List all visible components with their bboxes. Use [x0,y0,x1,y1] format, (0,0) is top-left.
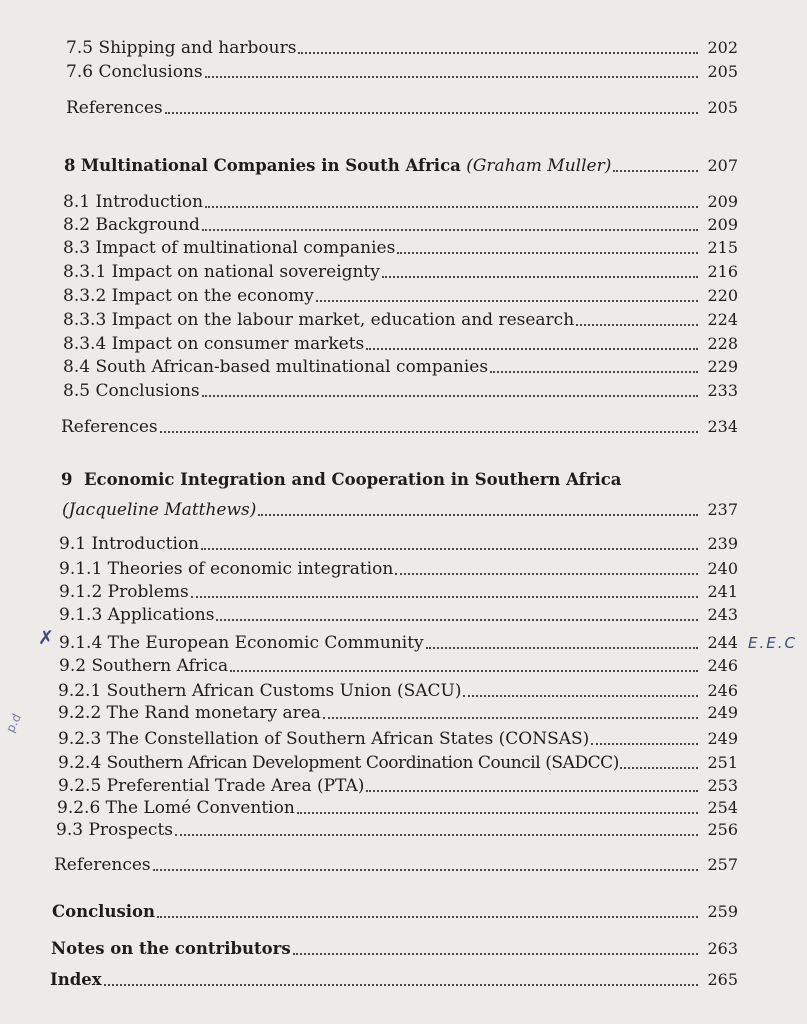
chapter-title: Multinational Companies in South Africa [80,156,461,175]
section-number: 8.2 [63,215,91,235]
section-number: 8.3.1 [63,262,107,282]
leader-dots [157,916,698,918]
toc-entry [63,234,738,258]
section-title: Notes on the contributors [51,939,291,958]
toc-entry [63,282,738,306]
toc-entry [59,578,738,602]
page-number: 246 [707,656,738,675]
toc-entry [59,601,738,625]
page-number: 216 [707,262,738,281]
toc-entry [50,966,738,990]
leader-dots [205,206,698,208]
toc-entry [66,34,738,58]
leader-dots [463,695,698,697]
page-number: 207 [707,156,738,175]
section-title: The Rand monetary area [106,703,321,723]
section-number: 9.2.5 [58,776,102,796]
toc-entry [54,851,738,875]
section-title: Impact on the economy [111,286,314,306]
leader-dots [230,670,698,672]
section-title: Southern Africa [91,656,229,676]
chapter-number: 8 [64,156,76,175]
section-title: Shipping and harbours [98,38,297,58]
page-number: 259 [707,902,738,921]
section-title: Theories of economic integration [107,559,394,579]
leader-dots [316,300,698,302]
toc-entry [58,677,738,701]
chapter-author: (Graham Muller) [466,156,612,176]
page-number: 205 [707,98,738,117]
leader-dots [205,76,698,78]
section-number: 7.6 [66,62,94,82]
page-number: 249 [707,703,738,722]
toc-entry [56,816,738,840]
leader-dots [165,112,698,114]
section-number: 9.1.3 [59,605,103,625]
leader-dots [490,371,698,373]
page-number: 233 [707,381,738,400]
leader-dots [202,229,698,231]
section-number: 9.1.4 [59,633,103,653]
toc-entry [66,58,738,82]
section-title: Southern African Development Coordination Council (SADCC) [106,753,619,773]
page-number: 234 [707,417,738,436]
toc-entry [63,306,738,330]
toc-entry [62,496,738,520]
page-number: 263 [707,939,738,958]
leader-dots [366,790,698,792]
page-number: 202 [707,38,738,57]
toc-entry [63,211,738,235]
toc-entry [63,330,738,354]
section-number: 8.4 [63,357,91,377]
section-title: Southern African Customs Union (SACU) [106,681,462,701]
leader-dots [366,348,698,350]
toc-entry [58,772,738,796]
section-title: Applications [107,605,215,625]
leader-dots [613,170,698,172]
toc-entry [58,725,738,749]
section-title: Conclusion [52,902,156,921]
leader-dots [258,514,698,516]
page-number: 256 [707,820,738,839]
leader-dots [293,953,698,955]
leader-dots [153,869,698,871]
leader-dots [297,812,698,814]
toc-entry [66,94,738,118]
section-number: 9.1.2 [59,582,103,602]
section-number: 7.5 [66,38,94,58]
section-title: Index [50,970,102,989]
section-number: 9.2 [59,656,87,676]
section-number: 8.3.2 [63,286,107,306]
leader-dots [201,548,698,550]
chapter-title: Economic Integration and Cooperation in Southern Africa [83,470,622,489]
page-number: 228 [707,334,738,353]
page-number: 249 [707,729,738,748]
section-number: 8.5 [63,381,91,401]
section-title: Introduction [91,534,200,554]
toc-entry [59,530,738,554]
chapter-number: 9 [61,470,73,489]
page-number: 251 [707,753,738,772]
chapter-heading [64,152,738,176]
page-number: 246 [707,681,738,700]
handwritten-margin-scribble: p.d [3,711,24,735]
page-number: 265 [707,970,738,989]
page-number: 239 [707,534,738,553]
leader-dots [202,395,698,397]
toc-entry [57,794,738,818]
section-number: 8.3.4 [63,334,107,354]
toc-entry [63,377,738,401]
section-title: References [61,417,158,437]
section-number: 9.2.1 [58,681,102,701]
page-number: 224 [707,310,738,329]
section-number: 9.2.3 [58,729,102,749]
toc-entry [63,258,738,282]
section-title: References [54,855,151,875]
section-title: The Constellation of Southern African States (CONSAS) [106,729,590,749]
leader-dots [591,743,698,745]
section-title: Impact of multinational companies [95,238,396,258]
section-title: References [66,98,163,118]
leader-dots [104,984,698,986]
page-number: 209 [707,192,738,211]
leader-dots [382,276,698,278]
handwritten-note-eec: E.E.C [748,634,797,652]
page-number: 237 [707,500,738,519]
section-number: 8.1 [63,192,91,212]
section-title: Problems [107,582,189,602]
leader-dots [323,717,698,719]
page-number: 215 [707,238,738,257]
toc-entry [61,413,738,437]
section-number: 9.3 [56,820,84,840]
handwritten-cross-mark: ✗ [38,627,54,649]
page-number: 243 [707,605,738,624]
toc-entry [52,898,738,922]
section-number: 9.2.2 [58,703,102,723]
page-number: 240 [707,559,738,578]
page-number: 209 [707,215,738,234]
page-number: 220 [707,286,738,305]
section-title: Conclusions [98,62,203,82]
chapter-author: (Jacqueline Matthews) [62,500,257,520]
chapter-heading [61,470,621,489]
page-number: 253 [707,776,738,795]
section-title: Impact on consumer markets [111,334,365,354]
toc-entry [58,749,738,773]
section-number: 8.3 [63,238,91,258]
section-title: Impact on national sovereignty [111,262,380,282]
section-number: 9.1.1 [59,559,103,579]
toc-entry [59,555,738,579]
section-title: The Lomé Convention [105,798,295,818]
leader-dots [160,431,698,433]
section-title: Prospects [88,820,173,840]
leader-dots [426,647,698,649]
section-number: 9.2.6 [57,798,101,818]
page-number: 205 [707,62,738,81]
section-title: Background [95,215,200,235]
leader-dots [620,767,698,769]
section-title: South African-based multinational companies [95,357,489,377]
page-number: 241 [707,582,738,601]
leader-dots [395,573,698,575]
page-number: 257 [707,855,738,874]
leader-dots [576,324,698,326]
section-title: Conclusions [95,381,200,401]
leader-dots [191,596,698,598]
section-title: Preferential Trade Area (PTA) [106,776,365,796]
section-number: 8.3.3 [63,310,107,330]
toc-entry [59,629,738,653]
section-title: Introduction [95,192,204,212]
toc-entry [63,353,738,377]
toc-entry [59,652,738,676]
toc-entry [58,699,738,723]
page-number: 244 [707,633,738,652]
section-number: 9.1 [59,534,87,554]
leader-dots [175,834,698,836]
leader-dots [397,252,698,254]
page-number: 254 [707,798,738,817]
section-title: The European Economic Community [107,633,424,653]
leader-dots [298,52,698,54]
toc-entry [63,188,738,212]
section-number: 9.2.4 [58,753,102,773]
toc-entry [51,935,738,959]
section-title: Impact on the labour market, education and research [111,310,575,330]
page-number: 229 [707,357,738,376]
leader-dots [216,619,698,621]
